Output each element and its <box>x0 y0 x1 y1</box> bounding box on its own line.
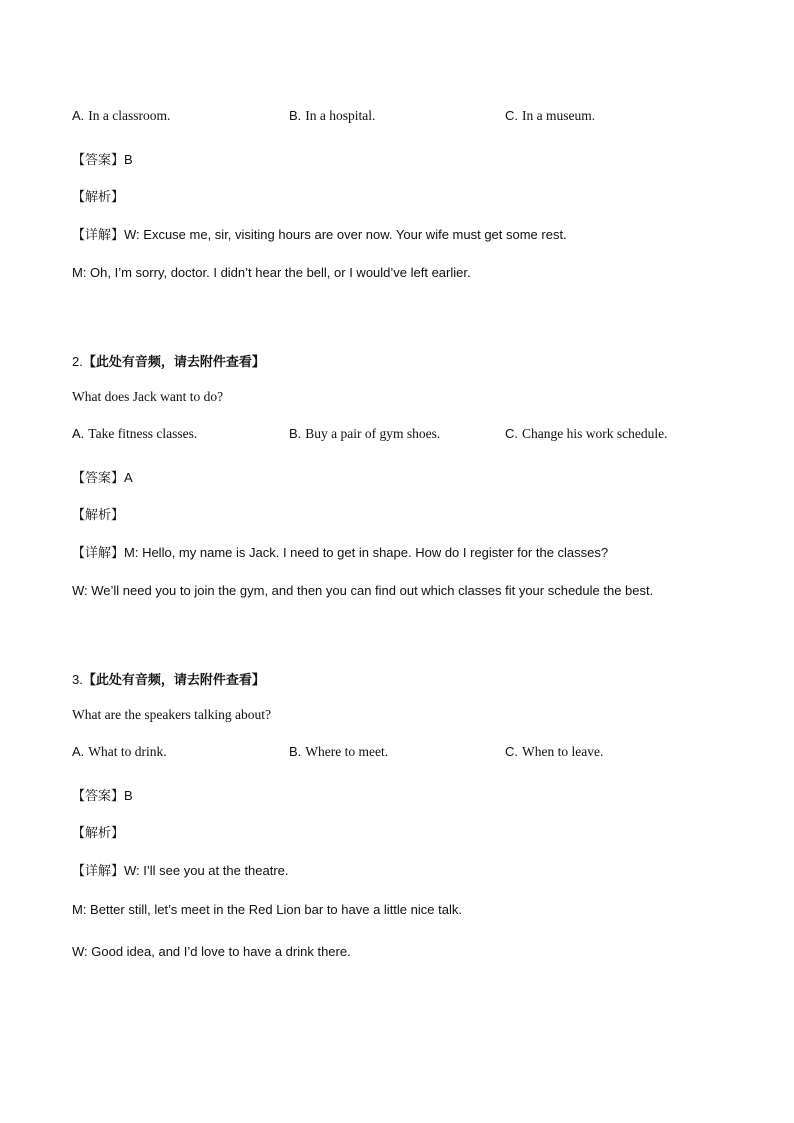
q3-option-c-letter: C. <box>505 744 518 759</box>
q3-option-c <box>505 743 603 761</box>
q3-option-a-letter: A. <box>72 744 85 759</box>
q2-detail-line-2: W: We’ll need you to join the gym, and then you can find out which classes fit your schedule the best. <box>72 583 654 598</box>
q1-option-a-text: In a classroom. <box>88 108 171 123</box>
q3-number: 3. <box>72 672 83 687</box>
q1-detail-text-1: W: Excuse me, sir, visiting hours are over now. Your wife must get some rest. <box>124 227 567 242</box>
q3-question: What are the speakers talking about? <box>72 707 272 722</box>
q1-option-a <box>72 107 170 125</box>
q2-audio-note: 【此处有音频，请去附件查看】 <box>82 354 265 369</box>
q2-option-a-text: Take fitness classes. <box>88 426 198 441</box>
q3-detail-label: 【详解】 <box>72 863 125 878</box>
q1-option-b-text: In a hospital. <box>305 108 376 123</box>
q2-option-b-letter: B. <box>289 426 302 441</box>
q3-option-a-text: What to drink. <box>88 744 167 759</box>
q2-option-a <box>72 425 197 443</box>
q2-option-c-text: Change his work schedule. <box>522 426 668 441</box>
q1-answer <box>72 149 133 168</box>
q3-answer <box>72 785 133 804</box>
q3-detail-line-2: M: Better still, let’s meet in the Red Lion bar to have a little nice talk. <box>72 902 462 917</box>
q3-option-b <box>289 743 388 761</box>
q2-option-c-letter: C. <box>505 426 518 441</box>
q2-option-c <box>505 425 667 443</box>
q2-answer <box>72 467 133 486</box>
q3-analysis-label: 【解析】 <box>72 825 125 840</box>
q2-detail-label: 【详解】 <box>72 545 125 560</box>
q1-option-a-letter: A. <box>72 108 85 123</box>
q3-detail-text-1: W: I’ll see you at the theatre. <box>124 863 289 878</box>
q3-option-b-letter: B. <box>289 744 302 759</box>
q3-option-a <box>72 743 167 761</box>
q3-detail-line-1 <box>72 860 289 879</box>
q3-detail-line-3: W: Good idea, and I’d love to have a drink there. <box>72 944 351 959</box>
q3-option-c-text: When to leave. <box>522 744 604 759</box>
q1-option-c <box>505 107 595 125</box>
q3-option-b-text: Where to meet. <box>305 744 389 759</box>
q3-heading <box>72 669 265 688</box>
q2-detail-line-1 <box>72 542 608 561</box>
q3-audio-note: 【此处有音频，请去附件查看】 <box>82 672 265 687</box>
q1-answer-label: 【答案】 <box>72 152 125 167</box>
q2-option-a-letter: A. <box>72 426 85 441</box>
q2-heading <box>72 351 265 370</box>
q1-option-c-text: In a museum. <box>522 108 596 123</box>
q1-option-c-letter: C. <box>505 108 518 123</box>
q1-detail-label: 【详解】 <box>72 227 125 242</box>
q2-analysis-label: 【解析】 <box>72 507 125 522</box>
q2-answer-value: A <box>124 470 133 485</box>
q1-option-b-letter: B. <box>289 108 302 123</box>
q1-detail-line-2: M: Oh, I’m sorry, doctor. I didn’t hear the bell, or I would’ve left earlier. <box>72 265 471 280</box>
q2-answer-label: 【答案】 <box>72 470 125 485</box>
q1-detail-line-1 <box>72 224 567 243</box>
q2-detail-text-1: M: Hello, my name is Jack. I need to get in shape. How do I register for the classes? <box>124 545 609 560</box>
q2-number: 2. <box>72 354 83 369</box>
q1-option-b <box>289 107 375 125</box>
q2-option-b <box>289 425 440 443</box>
q3-answer-label: 【答案】 <box>72 788 125 803</box>
q2-question: What does Jack want to do? <box>72 389 224 404</box>
q3-answer-value: B <box>124 788 133 803</box>
q2-option-b-text: Buy a pair of gym shoes. <box>305 426 441 441</box>
q1-answer-value: B <box>124 152 133 167</box>
q1-analysis-label: 【解析】 <box>72 189 125 204</box>
